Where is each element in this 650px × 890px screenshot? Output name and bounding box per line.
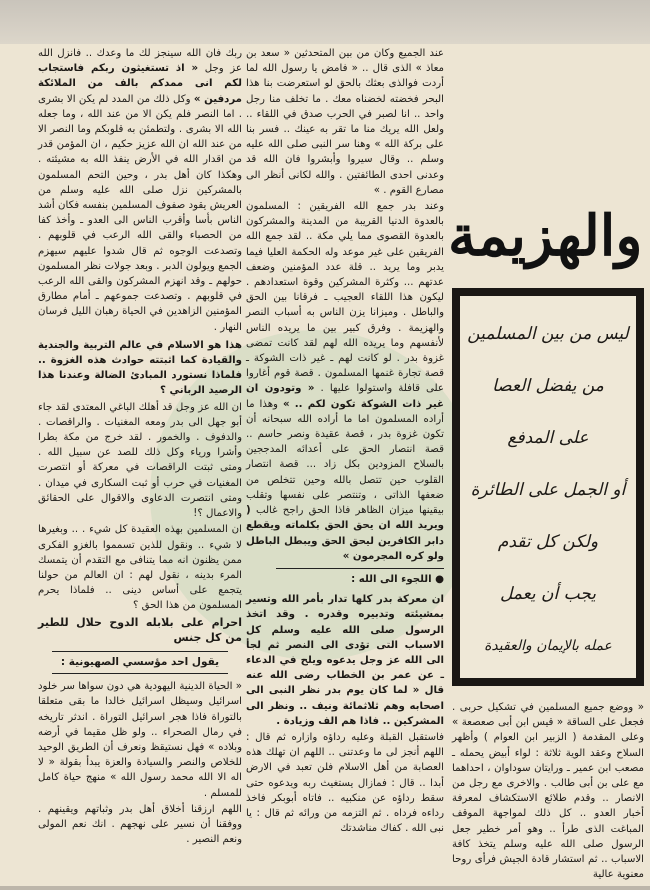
quote-line: يجب أن يعمل [499, 584, 597, 604]
paragraph [246, 199, 444, 564]
subheading [276, 568, 444, 587]
article-column-right [452, 700, 644, 883]
article-column-middle [246, 46, 444, 837]
page-top-edge [0, 0, 650, 44]
highlighted-paragraph: ان معركة بدر كلها تدار بأمر الله وتسير بمشيئته وتدبيره وقدره . وقد اتخذ الرسول صلى الله عليه وسلم كل الاسباب التى تؤدى الى النصر ثم لجأ الى الله عز وجل يدعوه ويلح في الدعاء ـ عن عمر بن الخطاب رضى الله عنه قال « لما كان يوم بدر نظر النبى الى اصحابه وهم ثلاثمائة ونيف .. ونظر الى المشركين .. فاذا هم الف وزيادة . [246, 594, 444, 727]
poem-verse: احرام على بلابله الدوح حلال للطير من كل جنس [38, 615, 242, 644]
text: ربك فان الله سينجز لك ما وعدك .. فانزل الله عز وجل [38, 48, 242, 75]
quran-quote: ( ويريد الله ان يحق الحق بكلماته ويقطع دابر الكافرين ليحق الحق ويبطل الباطل ولو كره المجرمون » [246, 505, 444, 562]
paragraph: « ووضع جميع المسلمين في تشكيل حربى . فجعل على الساقة « قيس ابن أبى صعصعة » وعلى المقدمة ( الزبير ابن العوام ) وأظهر السلاح وعقد الوية ثلاثة : لواء أبيض يحمله ـ مصعب ابن عمير ـ ورايتان سوداوان ، احداهما مع على بن أبى طالب . والاخرى مع رجل من الانصار .. وقدم طلائع الاستكشاف لمعرفة أخبار العدو .. كل ذلك لمواجهة الموقف المباغت الذى طرأ .. وهو أمر خطير جعل الرسول صلى الله عليه وسلم يتخذ كافة الاسباب .. ثم استشار قادة الجيش فرأى روحا معنوية عالية [452, 702, 644, 881]
paragraph: ان المسلمين بهذه العقيدة كل شيء . .. وبغيرها لا شيء .. ونقول للذين تسمموا بالغزو الفكرى ممن يظنون انه مما يتنافى مع التقدم أن يتمسك المرء بدينه ، نقول لهم : ان العالم من حولنا يتجمع على أساس دينى .. فلماذا يحرم المسلمون من هذا الحق ؟ [38, 524, 242, 612]
quran-quote: « وتودون ان غير ذات الشوكة تكون لكم .. » [246, 383, 444, 410]
subheading-text: اللجوء الى الله : [351, 573, 432, 585]
paragraph: عند الجميع وكان من بين المتحدثين « سعد بن معاذ » الذى قال .. « فامض يا رسول الله لما أردت فوالذى بعثك بالحق لو استعرضت بنا هذا البحر فخضته لخضناه معك . ما تخلف منا رجل واحد .. انا لصبر في الحرب صدق في اللقاء .. ولعل الله يريك منا ما تقر به عينك .. فسر بنا على بركة الله » وهنا سر النبى صلى الله عليه وسلم .. وقال سيروا وأبشروا فان الله قد وعدنى احدى الطائفتين . والله لكانى أنظر الى مصارع القوم . » [246, 48, 444, 196]
paragraph: اللهم ارزقنا أخلاق أهل بدر وثباتهم ويقينهم . ووفقنا أن نسير على نهجهم . انك نعم المولى ونعم النصير . [38, 803, 242, 846]
page-bottom-edge [0, 886, 650, 890]
quote-line: أو الجمل على الطائرة [470, 480, 626, 500]
subheading: يقول احد مؤسسي الصهيونية : [52, 651, 228, 674]
text: وكل ذلك من المدد لم يكن الا بشرى . اما النصر فلم يكن الا من عند الله ، وما جعله الله الا بشرى . ولتطمئن به قلوبكم وما النصر الا من عند الله ان الله عزيز حكيم ، ان المؤمن قدر من اقدار الله في الأرض ينفذ الله به مشيئته . وهكذا كان أهل بدر ، وحين التحم المسلمون بالمشركين نزل صلى الله عليه وسلم من العريش يقود صفوف المسلمين بنفسه فكان أشد الناس بأسا وأقرب الناس الى العدو ـ وأخذ كفا من الحصباء والقى الله الرعب في قلوبهم . وتصدعت الوجوه ثم قال شدوا عليهم سيهزم الجمع ويولون الدبر . وبعد جولات نظر المسلمون حولهم ـ وقد انهزم المشركون والقى الله الرعب في قلوبهم . وتصدعت جموعهم ـ أمام مطارق المؤمنين الزاهدين في الحياة رهبان الليل فرسان النهار . [38, 93, 242, 333]
quran-quote: « اذ تستغيثون ربكم فاستجاب لكم انى ممدكم بالف من الملائكة مردفين » [38, 63, 242, 105]
quote-line: على المدفع [507, 428, 589, 448]
text: وهذا ما أراده المسلمون اما ما أراده الله سبحانه أن تكون غزوة بدر ، قصة عقيدة ونصر حاسم .. قصة انتصار الحق على أعدائه المدججين بالسلاح المزودين بكل زاد ... قصة انتصار القلوب حين تتصل بالله وحين تتخلص من ضعفها الذاتى ، وتنتصر على نفسها وتقلب بيقينها ميزان الظاهر فاذا الحق راجح غالب [246, 398, 444, 517]
paragraph: « الحياة الدينية اليهودية هي دون سواها سر خلود اسرائيل وسيظل اسرائيل خالدا ما بقى متعلقا بالتوراة فاذا هجر اسرائيل التوراة . اندثر تاريخه في رمال الصحراء .. ولو ظل مقيما في أرضه وبلاده » فهل نستيقظ ونعرف أن الطريق الوحيد للخلاص والنصر والسيادة والعزة يبدأ بقولة « لا اله الا الله محمد رسول الله » منهج حياة كامل للمسلم . [38, 681, 242, 799]
article-title: والهزيمة [448, 203, 643, 269]
quote-line: من يفضل العصا [492, 376, 604, 396]
paragraph: ان الله عز وجل قد أهلك الباغي المعتدى لقد جاء أبو جهل الى بدر ومعه المغنيات . والراقصات . والدفوف . والخمور . لقد خرج من مكة بطرا وأشرا ورياء وكل ذلك للصد عن سبيل الله . ومتى ثبتت الراقصات في معركة أو انتصرت المغنيات في حرب أو ثبت السكارى في ميدان . ومتى انتصرت الدعاوى والاقوال على الحقائق والاعمال ؟! [38, 401, 242, 520]
quote-line: عمله بالإيمان والعقيدة [484, 638, 612, 654]
paragraph: فاستقبل القبلة وعليه رداؤه وازاره ثم قال : اللهم أنجز لى ما وعدتنى .. اللهم ان تهلك هذه العصابة من أهل الاسلام فلن تعبد في الارض أبدا .. قال : فمازال يستغيث ربه ويدعوه حتى سقط رداؤه عن منكبيه .. فاتاه أبوبكر فاخذ رداءه فرداه . ثم التزمه من ورائه ثم قال : يا نبى الله . كفاك مناشدتك [246, 731, 444, 835]
paragraph [38, 46, 242, 335]
quote-line: ولكن كل تقدم [497, 532, 599, 552]
handwritten-quote-box [452, 288, 644, 686]
text: وعند بدر جمع الله الفريقين : المسلمون بالعدوة الدنيا القريبة من المدينة والمشركون بالعدوة القصوى مما يلي مكة .. لقد جمع الله الفريقين على غير موعد وله الحكمة العليا فيما يدبر وما يريد .. قلة عدد المؤمنين وضعف عدتهم ... وكثرة المشركين وقوة استعدادهم . ليكون هذا اللقاء العجيب ـ فرقانا بين الحق والباطل . وميزانا يزن الناس به أسباب النصر والهزيمة . وفرق كبير بين ما يريده الناس لأنفسهم وما يريده الله لهم لقد كانت تمضى غزوة بدر . لو كانت لهم ـ غير ذات الشوكة ـ قصة تجارة غنمها المسلمون . قصة قوم أغاروا على قافلة واستولوا عليها . [246, 201, 444, 395]
quote-line: ليس من بين المسلمين [467, 324, 629, 344]
article-column-left [38, 46, 242, 848]
highlighted-paragraph: هذا هو الاسلام في عالم التربية والجندية والقيادة كما اثبتته حوادث هذه الغزوة .. فلماذا نستورد المبادئ الضالة وعندنا هذا الرصيد الرباني ؟ [38, 339, 242, 397]
bullet-icon: ● [431, 573, 444, 585]
